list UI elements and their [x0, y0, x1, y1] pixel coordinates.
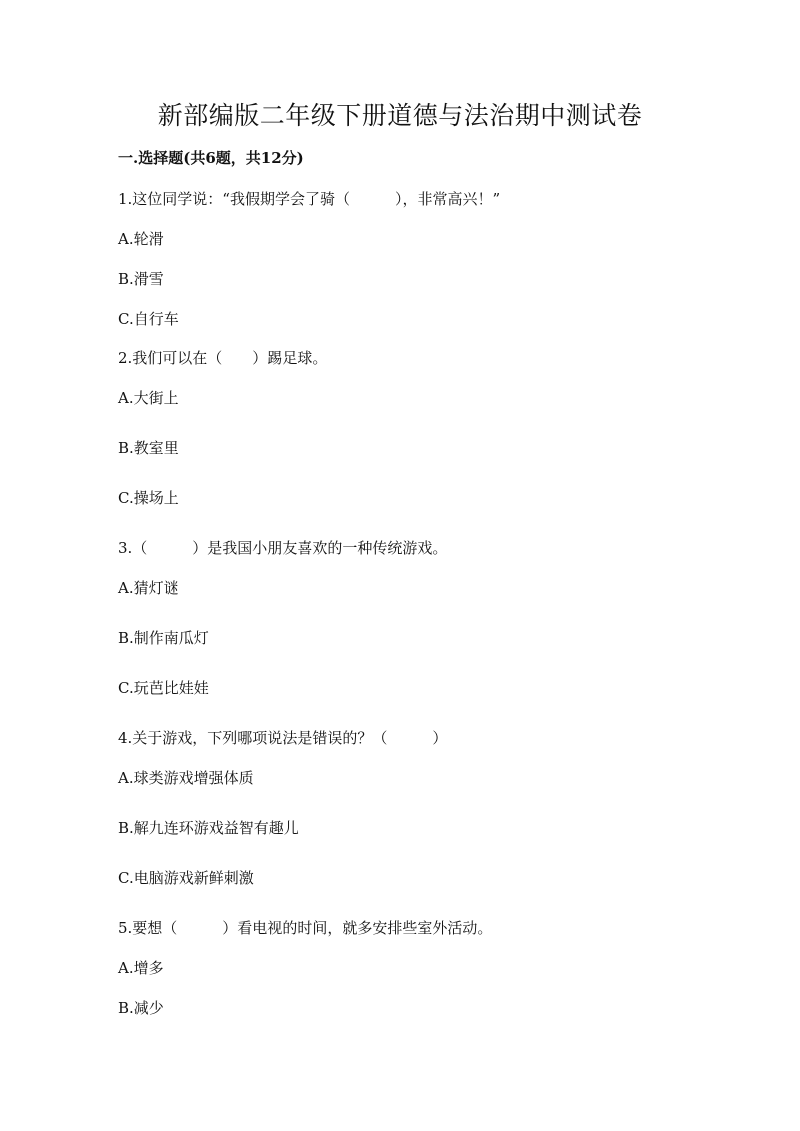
question-3-option-a: A.猜灯谜	[118, 579, 179, 597]
question-2-option-c: C.操场上	[118, 489, 179, 507]
question-1-option-b: B.滑雪	[118, 270, 164, 288]
question-1-stem: 1.这位同学说：“我假期学会了骑（ ），非常高兴！”	[118, 190, 501, 208]
question-5-option-b: B.减少	[118, 999, 164, 1017]
question-4-option-b: B.解九连环游戏益智有趣儿	[118, 819, 299, 837]
question-2-stem: 2.我们可以在（ ）踢足球。	[118, 349, 328, 367]
question-3-option-c: C.玩芭比娃娃	[118, 679, 209, 697]
question-3-option-b: B.制作南瓜灯	[118, 629, 209, 647]
section-heading: 一.选择题(共6题，共12分)	[118, 149, 304, 167]
question-5-option-a: A.增多	[118, 959, 164, 977]
question-4-option-a: A.球类游戏增强体质	[118, 769, 254, 787]
question-4-option-c: C.电脑游戏新鲜刺激	[118, 869, 254, 887]
question-2-option-a: A.大街上	[118, 389, 179, 407]
question-1-option-c: C.自行车	[118, 310, 179, 328]
question-2-option-b: B.教室里	[118, 439, 179, 457]
question-1-option-a: A.轮滑	[118, 230, 164, 248]
question-4-stem: 4.关于游戏，下列哪项说法是错误的？（ ）	[118, 729, 448, 747]
question-3-stem: 3.（ ）是我国小朋友喜欢的一种传统游戏。	[118, 539, 448, 557]
question-5-stem: 5.要想（ ）看电视的时间，就多安排些室外活动。	[118, 919, 493, 937]
page-title: 新部编版二年级下册道德与法治期中测试卷	[157, 101, 643, 130]
